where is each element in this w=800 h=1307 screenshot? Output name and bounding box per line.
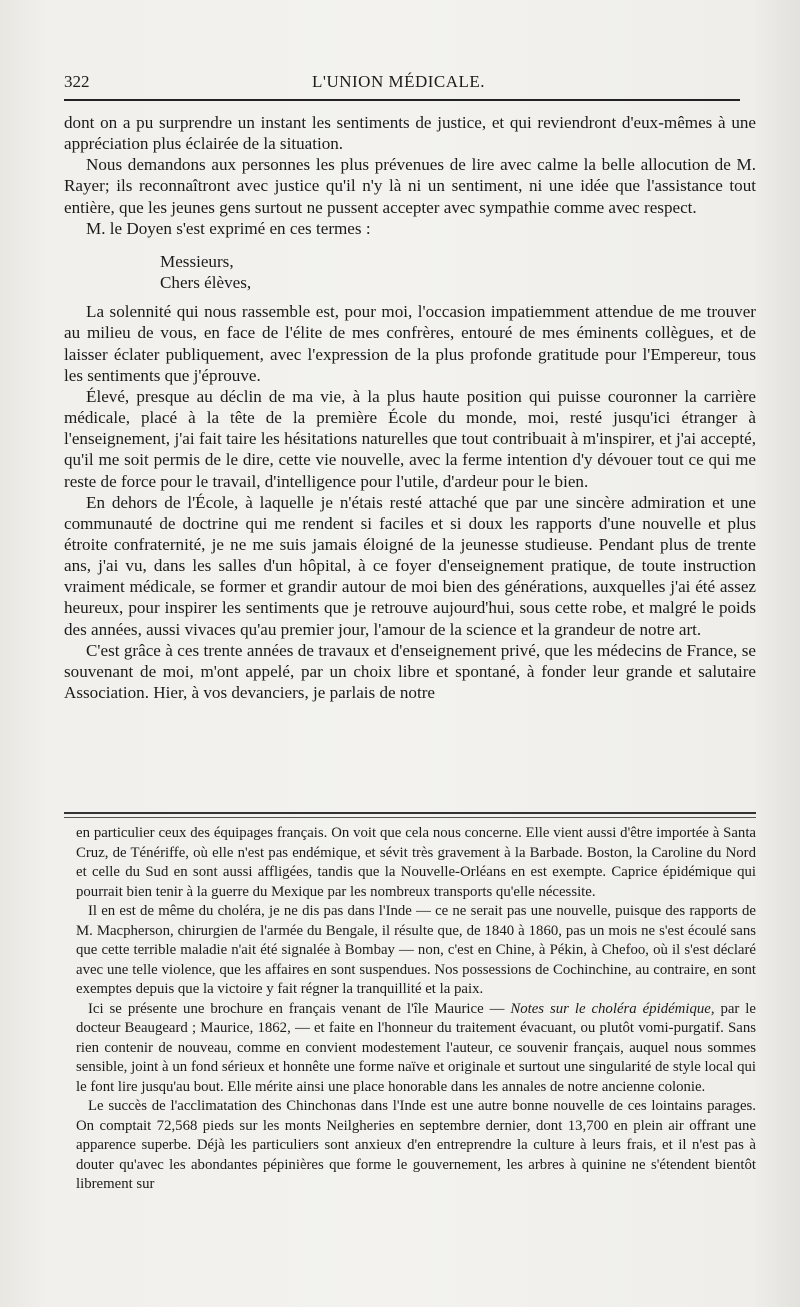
paragraph-en-dehors: En dehors de l'École, à laquelle je n'étais resté attaché que par une sincère admiration et une communauté de doctrine qui me rendent si faciles et si doux les rapports d'une nouvelle et plus étroite confraternité, je ne me suis jamais éloigné de la jeunesse studieuse. Pendant plus de trente ans, j'ai vu, dans les salles d'un hôpital, à ce foyer d'enseignement pratique, de toute instruction vraiment médicale, se former et grandir autour de moi bien des générations, auxquelles j'ai été assez heureux, pour inspirer les sentiments que je retrouve aujourd'hui, sous cette robe, et malgré le poids des années, aussi vivaces qu'au premier jour, l'amour de la science et la grandeur de notre art.	[64, 492, 756, 639]
feuilleton-paragraph-brochure	[76, 1000, 756, 1098]
feuilleton-column	[76, 824, 756, 1195]
feuilleton-rule-bottom	[64, 817, 756, 818]
brochure-text: par le docteur Beaugeard ; Maurice, 1862, — et faite en l'honneur du traitement évacuant, ou plutôt vomi-purgatif. Sans rien contenir de nouveau, comme en convient modestement l'auteur, ce souvenir français, auquel nous sommes sensible, joint à un fond sérieux et honnête une forme naïve et originale et surtout une singularité de style local qui le font lire jusqu'au bout. Elle mérite ainsi une place honorable dans les annales de notre ancienne colonie.	[76, 1000, 756, 1095]
page-header	[64, 70, 740, 96]
main-article	[64, 112, 756, 703]
salutation-eleves: Chers élèves,	[160, 273, 252, 293]
feuilleton-paragraph-fievre: en particulier ceux des équipages français. On voit que cela nous concerne. Elle vient aussi d'être importée à Santa Cruz, de Ténériffe, où elle n'est pas endémique, et sévit très gravement à la Barbade. Boston, la Caroline du Nord et celle du Sud en sont aussi affligées, tandis que la Nouvelle-Orléans en est exempte. Caprice épidémique qui pourrait bien tenir à la guerre du Mexique par les nombreux transports qu'elle nécessite.	[76, 825, 756, 900]
feuilleton-rule-top	[64, 812, 756, 814]
page-number: 322	[64, 72, 90, 91]
running-title: L'UNION MÉDICALE.	[312, 72, 486, 91]
paragraph-doyen: M. le Doyen s'est exprimé en ces termes :	[86, 218, 371, 238]
salutation-messieurs: Messieurs,	[160, 251, 234, 271]
paragraph-solennite: La solennité qui nous rassemble est, pour moi, l'occasion impatiemment attendue de me trouver au milieu de vous, en face de l'élite de mes confrères, entouré de mes éminents collègues, et de laisser éclater publiquement, avec l'expression de la plus profonde gratitude pour l'Empereur, tous les sentiments que j'éprouve.	[64, 302, 756, 385]
brochure-title: Notes sur le choléra épidémique,	[510, 1000, 715, 1017]
brochure-intro: Ici se présente une brochure en français venant de l'île Maurice —	[88, 1000, 511, 1017]
paragraph-intro: Nous demandons aux personnes les plus prévenues de lire avec calme la belle allocution de M. Rayer; ils reconnaîtront avec justice qu'il n'y là ni un sentiment, ni une idée que l'assistance tout entière, que les jeunes gens surtout ne pussent accepter avec sympathie comme avec respect.	[64, 155, 756, 217]
paragraph-grace: C'est grâce à ces trente années de travaux et d'enseignement privé, que les médecins de France, se souvenant de moi, m'ont appelé, par un choix libre et spontané, à fonder leur grande et salutaire Association. Hier, à vos devanciers, je parlais de notre	[64, 640, 756, 703]
feuilleton-paragraph-chinchonas: Le succès de l'acclimatation des Chinchonas dans l'Inde est une autre bonne nouvelle de ces lointains parages. On comptait 72,568 pieds sur les monts Neilgheries en septembre dernier, dont 13,700 en plein air offrant une apparence superbe. Déjà les particuliers sont anxieux d'en entreprendre la culture à leurs frais, et il n'est pas à douter qu'avec les abondantes pépinières que forme le gouvernement, les arbres à quinine ne s'étendent bientôt librement sur	[76, 1098, 756, 1192]
paragraph-continuation: dont on a pu surprendre un instant les sentiments de justice, et qui reviendront d'eux-mêmes à une appréciation plus éclairée de la situation.	[64, 113, 756, 154]
header-rule	[64, 99, 740, 101]
feuilleton-paragraph-cholera: Il en est de même du choléra, je ne dis pas dans l'Inde — ce ne serait pas une nouvelle, puisque des rapports de M. Macpherson, chirurgien de l'armée du Bengale, il résulte que, de 1840 à 1860, pas un mois ne s'est écoulé sans que cette terrible maladie n'ait été signalée à Bombay — non, c'est en Chine, à Pékin, à Chefoo, où il s'est déclaré avec une telle violence, que les affaires en sont suspendues. Nos possessions de Cochinchine, au contraire, en sont exemptes depuis que la victoire y fait régner la tranquillité et la paix.	[76, 903, 756, 997]
paragraph-eleve: Élevé, presque au déclin de ma vie, à la plus haute position qui puisse couronner la carrière médicale, placé à la tête de la première École du monde, moi, resté jusqu'ici étranger à l'enseignement, j'ai fait taire les hésitations naturelles que tout contribuait à m'inspirer, et j'ai accepté, qu'il me soit permis de le dire, cette vie nouvelle, avec la ferme intention d'y dévouer tout ce qui me reste de force pour le travail, d'intelligence pour l'utile, d'ardeur pour le bien.	[64, 386, 756, 491]
